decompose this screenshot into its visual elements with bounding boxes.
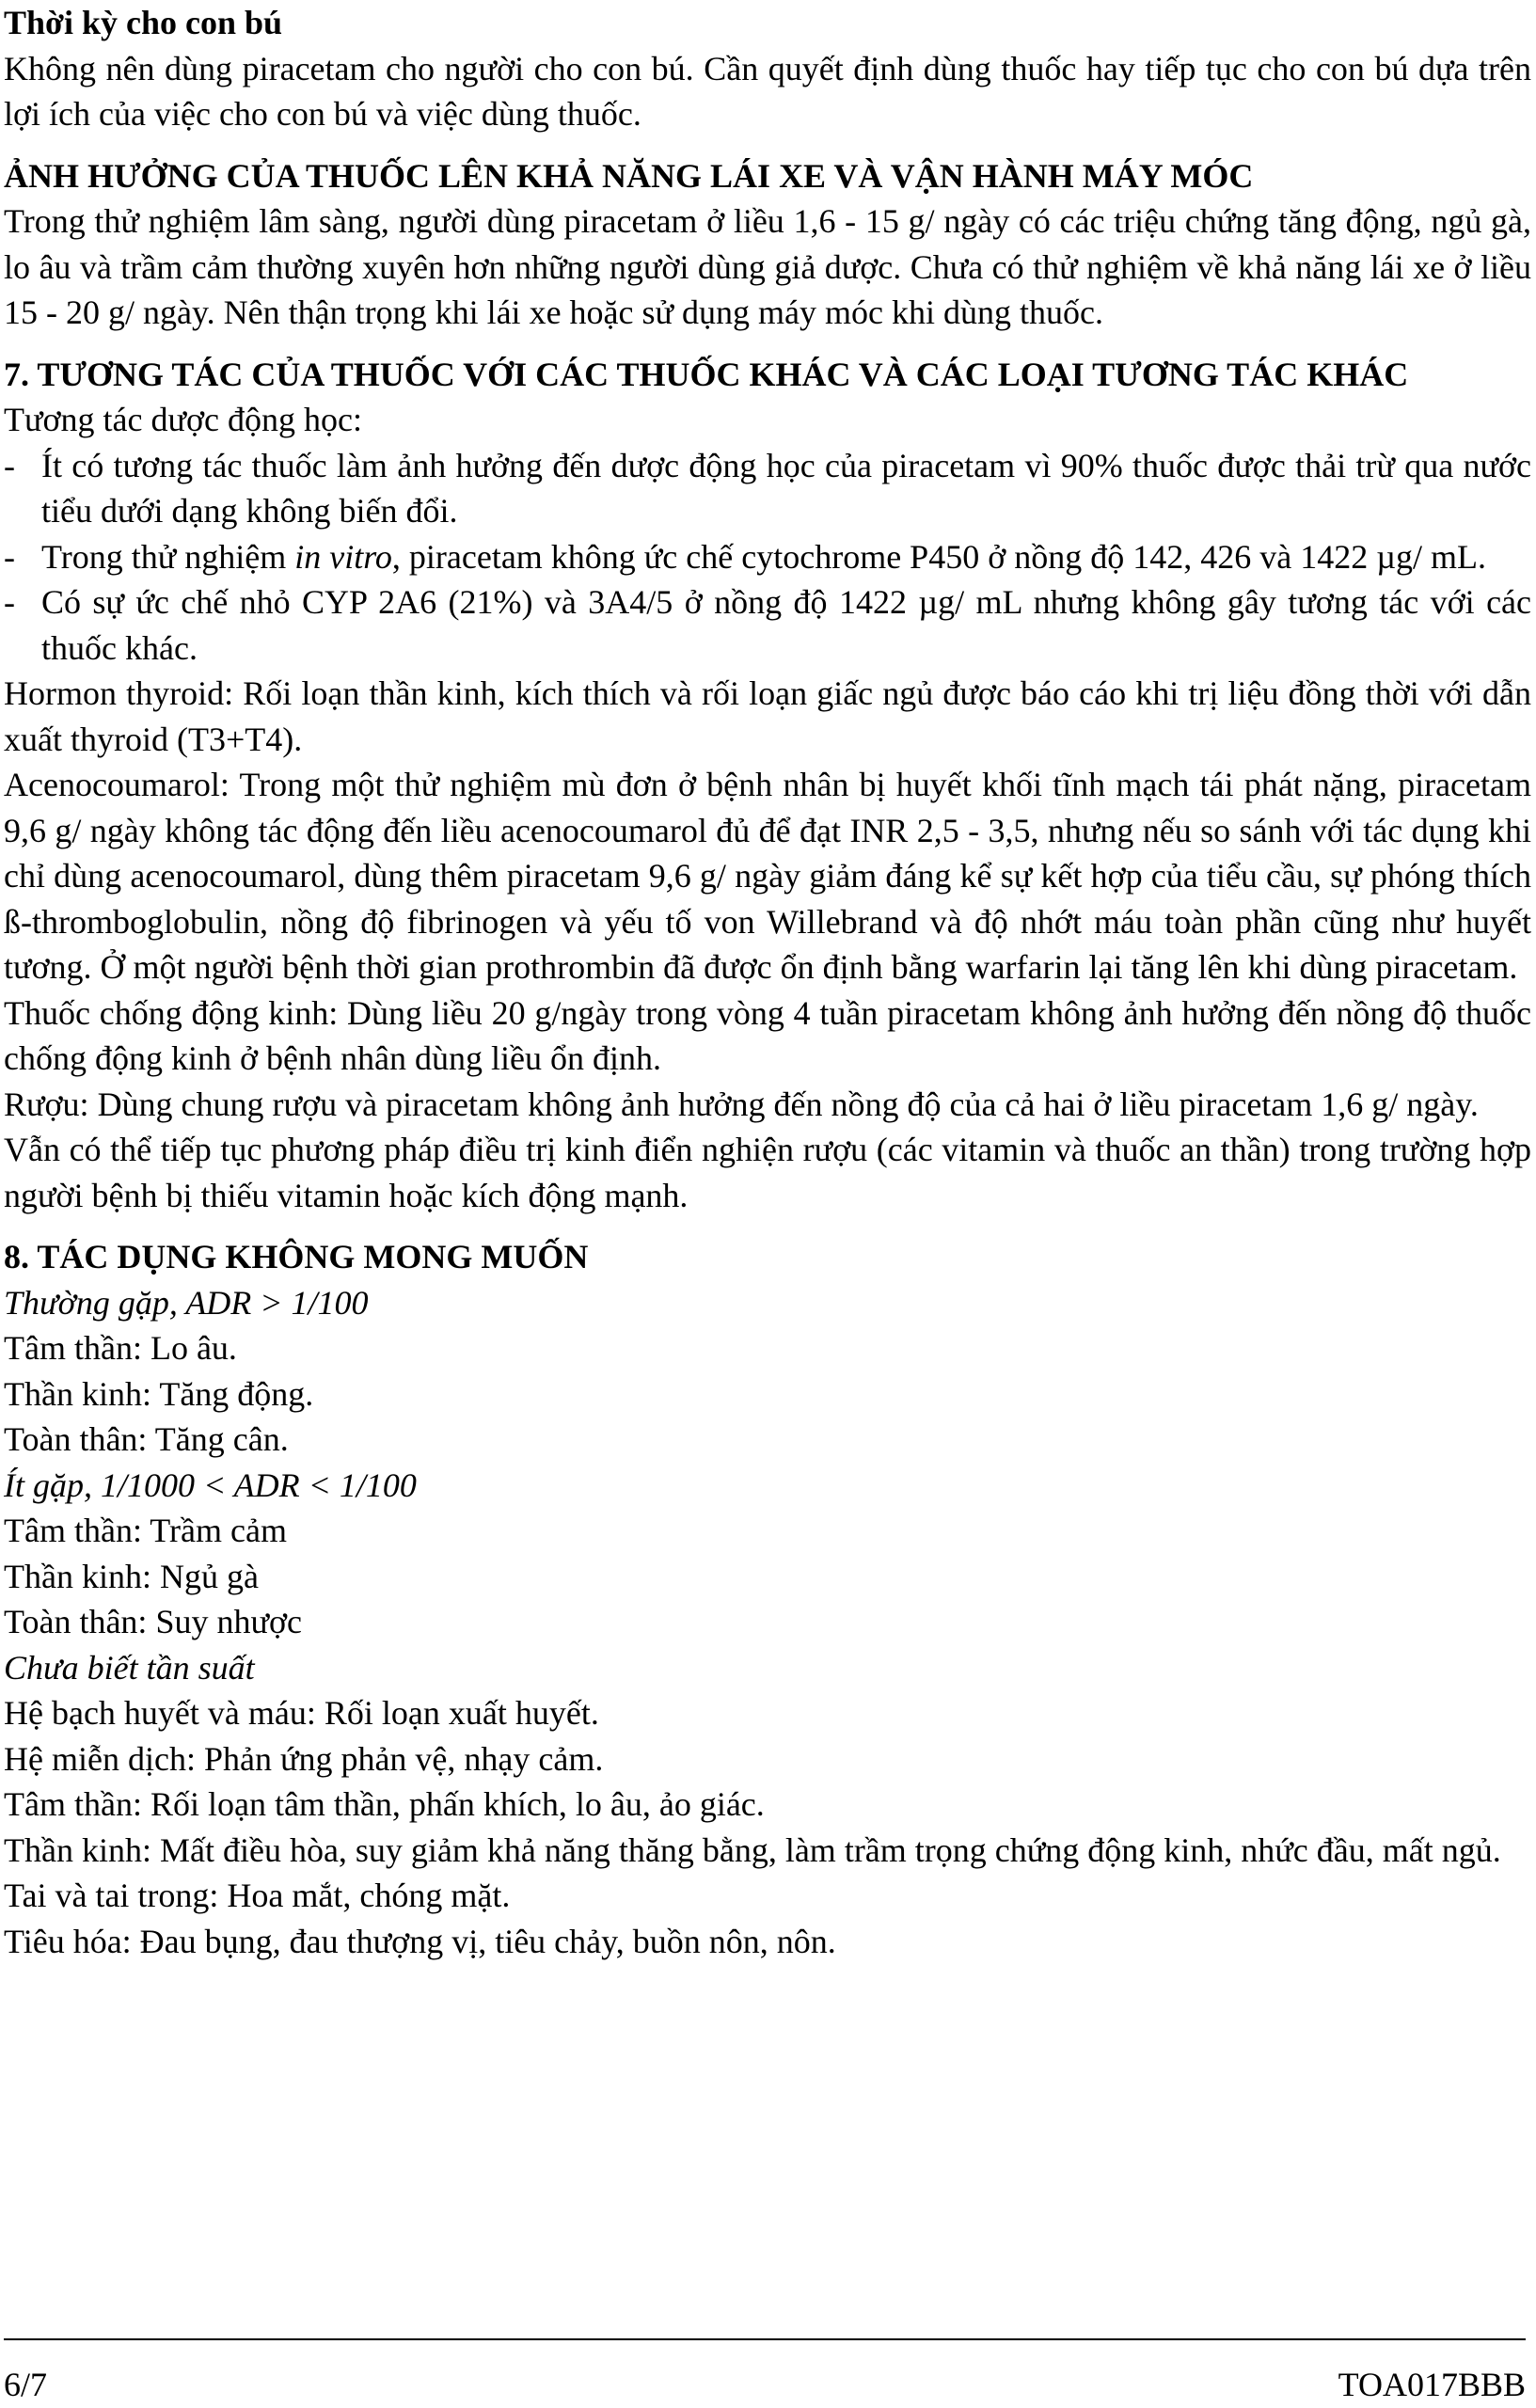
spacer (4, 137, 1531, 153)
thyroid-paragraph: Hormon thyroid: Rối loạn thần kinh, kích thích và rối loạn giấc ngủ được báo cáo khi trị liệu đồng thời với dẫn xuất thyroid (T3+T4). (4, 674, 1531, 758)
uncommon-frequency-label: Ít gặp, 1/1000 < ADR < 1/100 (4, 1465, 417, 1504)
list-item (4, 579, 1531, 671)
alcohol-treatment-paragraph: Vẫn có thể tiếp tục phương pháp điều trị kinh điển nghiện rượu (các vitamin và thuốc an thần) trong trường hợp người bệnh bị thiếu vitamin hoặc kích động mạnh. (4, 1131, 1531, 1214)
section-8-heading: 8. TÁC DỤNG KHÔNG MONG MUỐN (4, 1238, 589, 1275)
bullet-dash: - (4, 537, 15, 576)
list-item: Toàn thân: Tăng cân. (4, 1420, 289, 1458)
bullet-text-after: , piracetam không ức chế cytochrome P450 ở nồng độ 142, 426 và 1422 µg/ mL. (391, 537, 1486, 576)
common-frequency-label: Thường gặp, ADR > 1/100 (4, 1283, 369, 1322)
list-item: Hệ miễn dịch: Phản ứng phản vệ, nhạy cảm. (4, 1739, 604, 1778)
list-item: Tai và tai trong: Hoa mắt, chóng mặt. (4, 1877, 511, 1914)
footer-divider (4, 2338, 1526, 2340)
bullet-text-before: Trong thử nghiệm (41, 537, 295, 576)
bullet-text: Có sự ức chế nhỏ CYP 2A6 (21%) và 3A4/5 ở nồng độ 1422 µg/ mL nhưng không gây tương tác với các thuốc khác. (41, 583, 1531, 667)
section-7-heading: 7. TƯƠNG TÁC CỦA THUỐC VỚI CÁC THUỐC KHÁC VÀ CÁC LOẠI TƯƠNG TÁC KHÁC (4, 355, 1409, 393)
list-item: Tiêu hóa: Đau bụng, đau thượng vị, tiêu chảy, buồn nôn, nôn. (4, 1922, 836, 1960)
list-item: Thần kinh: Ngủ gà (4, 1557, 259, 1595)
list-item (4, 443, 1531, 534)
list-item: Thần kinh: Mất điều hòa, suy giảm khả năng thăng bằng, làm trầm trọng chứng động kinh, nhức đầu, mất ngủ. (4, 1830, 1501, 1869)
page-number: 6/7 (4, 2366, 48, 2403)
bullet-text-italic: in vitro (294, 537, 392, 576)
list-item (4, 534, 1531, 580)
acenocoumarol-paragraph: Acenocoumarol: Trong một thử nghiệm mù đơn ở bệnh nhân bị huyết khối tĩnh mạch tái phát nặng, piracetam 9,6 g/ ngày không tác động đến liều acenocoumarol đủ để đạt INR 2,5 - 3,5, nhưng nếu so sánh với tác dụng khi chỉ dùng acenocoumarol, dùng thêm piracetam 9,6 g/ ngày giảm đáng kể sự kết hợp của tiểu cầu, sự phóng thích ß-thromboglobulin, nồng độ fibrinogen và yếu tố von Willebrand và độ nhớt máu toàn phần cũng như huyết tương. Ở một người bệnh thời gian prothrombin đã được ổn định bằng warfarin lại tăng lên khi dùng piracetam. (4, 766, 1531, 986)
bullet-text: Ít có tương tác thuốc làm ảnh hưởng đến dược động học của piracetam vì 90% thuốc được thải trừ qua nước tiểu dưới dạng không biến đổi. (41, 446, 1531, 530)
alcohol-paragraph: Rượu: Dùng chung rượu và piracetam không ảnh hưởng đến nồng độ của cả hai ở liều piracetam 1,6 g/ ngày. (4, 1085, 1479, 1123)
antiepileptic-paragraph: Thuốc chống động kinh: Dùng liều 20 g/ngày trong vòng 4 tuần piracetam không ảnh hưởng đến nồng độ thuốc chống động kinh ở bệnh nhân dùng liều ổn định. (4, 993, 1531, 1077)
lactation-paragraph: Không nên dùng piracetam cho người cho con bú. Cần quyết định dùng thuốc hay tiếp tục cho con bú dựa trên lợi ích của việc cho con bú và việc dùng thuốc. (4, 49, 1531, 133)
driving-heading: ẢNH HƯỞNG CỦA THUỐC LÊN KHẢ NĂNG LÁI XE VÀ VẬN HÀNH MÁY MÓC (4, 156, 1254, 195)
unknown-frequency-label: Chưa biết tần suất (4, 1648, 255, 1687)
list-item: Thần kinh: Tăng động. (4, 1374, 314, 1413)
list-item: Tâm thần: Trầm cảm (4, 1512, 287, 1549)
list-item: Tâm thần: Rối loạn tâm thần, phấn khích, lo âu, ảo giác. (4, 1785, 765, 1823)
document-code: TOA017BBB (1338, 2366, 1526, 2403)
spacer (4, 336, 1531, 352)
list-item: Toàn thân: Suy nhược (4, 1603, 302, 1640)
list-item: Hệ bạch huyết và máu: Rối loạn xuất huyết. (4, 1694, 599, 1732)
bullet-dash: - (4, 583, 15, 621)
lactation-heading: Thời kỳ cho con bú (4, 4, 283, 41)
list-item: Tâm thần: Lo âu. (4, 1329, 237, 1367)
driving-paragraph: Trong thử nghiệm lâm sàng, người dùng piracetam ở liều 1,6 - 15 g/ ngày có các triệu chứng tăng động, ngủ gà, lo âu và trầm cảm thường xuyên hơn những người dùng giả dược. Chưa có thử nghiệm về khả năng lái xe ở liều 15 - 20 g/ ngày. Nên thận trọng khi lái xe hoặc sử dụng máy móc khi dùng thuốc. (4, 202, 1531, 331)
spacer (4, 1218, 1531, 1234)
document-page (4, 0, 1531, 1964)
bullet-dash: - (4, 446, 15, 484)
pk-interactions-label: Tương tác dược động học: (4, 401, 363, 438)
